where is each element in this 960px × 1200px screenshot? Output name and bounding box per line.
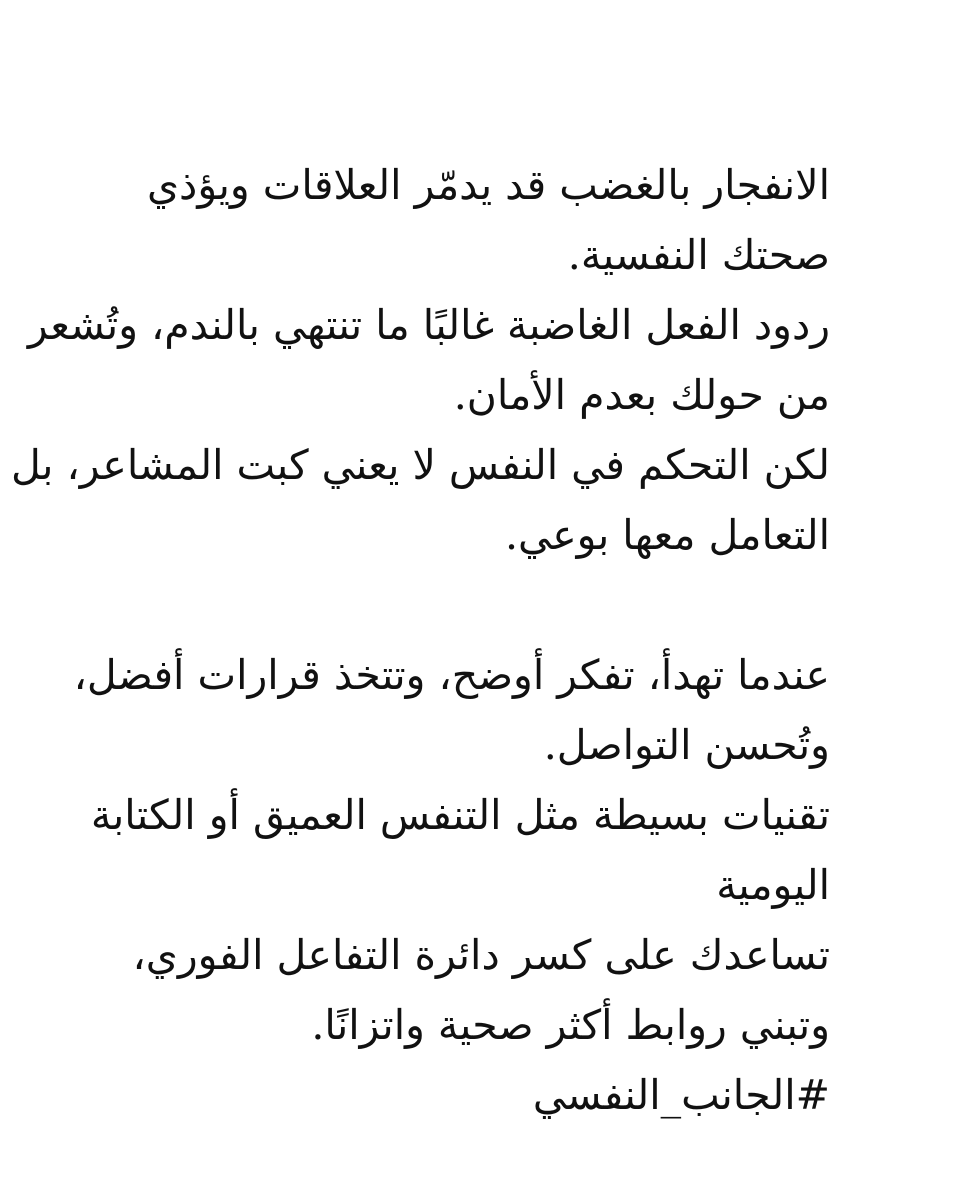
paragraph-1 [11, 150, 830, 570]
text-line: الانفجار بالغضب قد يدمّر العلاقات ويؤذي [146, 161, 830, 209]
paragraph-2 [73, 640, 830, 1130]
text-line: لكن التحكم في النفس لا يعني كبت المشاعر، بل [11, 441, 830, 489]
text-line: تقنيات بسيطة مثل التنفس العميق أو الكتابة [90, 791, 830, 839]
post-text [11, 150, 830, 1130]
text-line: من حولك بعدم الأمان. [453, 371, 830, 419]
text-line: تساعدك على كسر دائرة التفاعل الفوري، [132, 931, 830, 979]
text-line: وتبني روابط أكثر صحية واتزانًا. [311, 1001, 830, 1049]
text-line: التعامل معها بوعي. [505, 511, 830, 559]
text-line: اليومية [716, 861, 830, 909]
text-line: وتُحسن التواصل. [543, 721, 830, 769]
text-line: عندما تهدأ، تفكر أوضح، وتتخذ قرارات أفضل، [73, 651, 830, 699]
text-line: صحتك النفسية. [567, 231, 830, 279]
hashtag[interactable]: #الجانب_النفسي [532, 1071, 830, 1119]
text-line: ردود الفعل الغاضبة غالبًا ما تنتهي بالندم، وتُشعر [27, 301, 830, 349]
paragraph-spacer [110, 570, 830, 640]
